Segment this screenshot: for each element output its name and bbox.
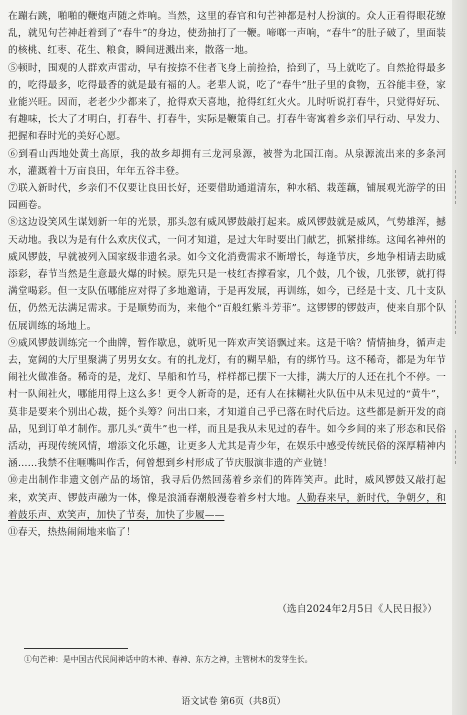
binding-mark bbox=[455, 170, 464, 204]
paragraph-8: ⑧这边设笑风生谋划新一年的光景，那头忽有威风锣鼓敲打起来。威风锣鼓就是威风，气势雄浑，撼天动地。我以为是有什么欢庆仪式，一问才知道，是过大年时要出门献艺，抓紧排练。这闻名神州的威风锣鼓，早就被列入国家级非遗名录。如今文化消费需求不断增长，每逢节庆，乡地争相请去助威添彩，春节当然是生意最火爆的时候。原先只是一枝红杏撑看家，几个鼓，几个钹，几张锣，就打得满堂喝彩。但一支队伍哪能应对得了多地邀请，于是再发展，再训练，如今，已经是十支、几十支队伍，仍然无法满足需求。于是顺势而为，来他个“百般红紫斗芳菲”。这锣锣的锣鼓声，使来自那个队伍展训练的场地上。 bbox=[8, 217, 446, 332]
paragraph-11: ⑪春天，热热闹闹地来临了！ bbox=[8, 527, 136, 539]
binding-mark bbox=[455, 430, 464, 464]
paragraph-continued: 在蹦右跳，啪啪的鞭炮声随之炸响。当然，这里的春官和句芒神都是村人扮演的。众人正看得眼花缭乱，就见句芒神赶着到了“春牛”的身边，使劲抽打了一鞭。啼啷一声响，“春牛”的肚子破了，里面装的核桃、红枣、花生、粮食，瞬间迸溅出来，散落一地。 bbox=[8, 11, 446, 57]
paragraph-10 bbox=[8, 472, 446, 524]
paragraph-6: ⑥到看山西地处黄土高原，我的故乡却拥有三龙河泉源，被誉为北国江南。从泉源流出来的多条河水，灌溉着十万亩良田，年年五谷丰登。 bbox=[8, 148, 446, 177]
page-footer: 语文试卷 第6页（共8页） bbox=[181, 697, 286, 707]
paragraph-10-text: ⑩走出制作非遗文创产品的场馆，我寻后仍然回荡着乡亲们的阵阵笑声。此时，威风锣鼓又敲打起来，欢笑声、锣鼓声融为一体，像是浪涌春潮般漫卷着乡村大地。 bbox=[8, 475, 446, 504]
article-source: （选自2024年2月5日《人民日报》） bbox=[277, 604, 437, 615]
underlined-sentence: 人勤春来早，新时代，争朝夕，和着鼓乐声、欢笑声，加快了节奏，加快了步履—— bbox=[8, 492, 447, 521]
paragraph-7: ⑦联入新时代，乡亲们不仅要让良田长好，还要借助通道清东，种水稻、栽莲藕，铺展观光游学的田园画卷。 bbox=[8, 183, 446, 212]
footnote: ①句芒神：是中国古代民间神话中的木神、春神、东方之神，主管树木的发芽生长。 bbox=[24, 655, 313, 664]
binding-mark bbox=[455, 300, 464, 334]
footnote-divider bbox=[24, 648, 128, 649]
paragraph-5: ⑤顿时，围观的人群欢声雷动，早有按捺不住者飞身上前捡拾，拾到了，马上就吃了。自然抢得最多的，吃得最多，吃得最香的就是最有福的人。老辈人说，吃了“春牛”肚子里的食物，五谷能丰登，家业能兴旺。因而，老老少少都来了，抢得欢天喜地，抢得红红火火。儿时听说打春牛，只觉得好玩、有趣味，长大了才明白，打春牛、打春牛，实际是鞭策自己。打春牛寄寓着乡亲们早行动、早发力、把握和春时光的美好心愿。 bbox=[8, 62, 446, 143]
binding-margin bbox=[452, 0, 467, 715]
paragraph-9: ⑨威风锣鼓训练完一个曲牌，暂作歇息，就听见一阵欢声笑语飘过来。这是干啥？情情抽身，循声走去，宽阔的大厅里聚满了男男女女。有的扎龙灯，有的糊旱船，有的绑竹马。这不稀奇，都是为年节闹社火做准备。稀奇的是，龙灯、旱船和竹马，样样都已摆下一大排，满大厅的人还在扎个不停。一村一队闹社火，哪能用得上这么多！更令人新奇的是，还有人在抹糊社火队伍中从未见过的“黄牛”，莫非是要来个别出心裁，挺个头筹？问出口来，才知道自己乎已落在时代后边。这些都是新开发的商品，见到订单才制作。那几头“黄牛”也一样，而且是我从未见过的春牛。如今乡间的来了形态和民俗活动，再现传统风情，增添文化乐趣，让更多人尤其是青少年，在娱乐中感受传统民俗的深厚精神内涵……我禁不住咂嘴叫作舌，何曾想到乡村形成了节庆服演非遗的产业链！ bbox=[8, 337, 446, 470]
article-body bbox=[8, 8, 446, 541]
